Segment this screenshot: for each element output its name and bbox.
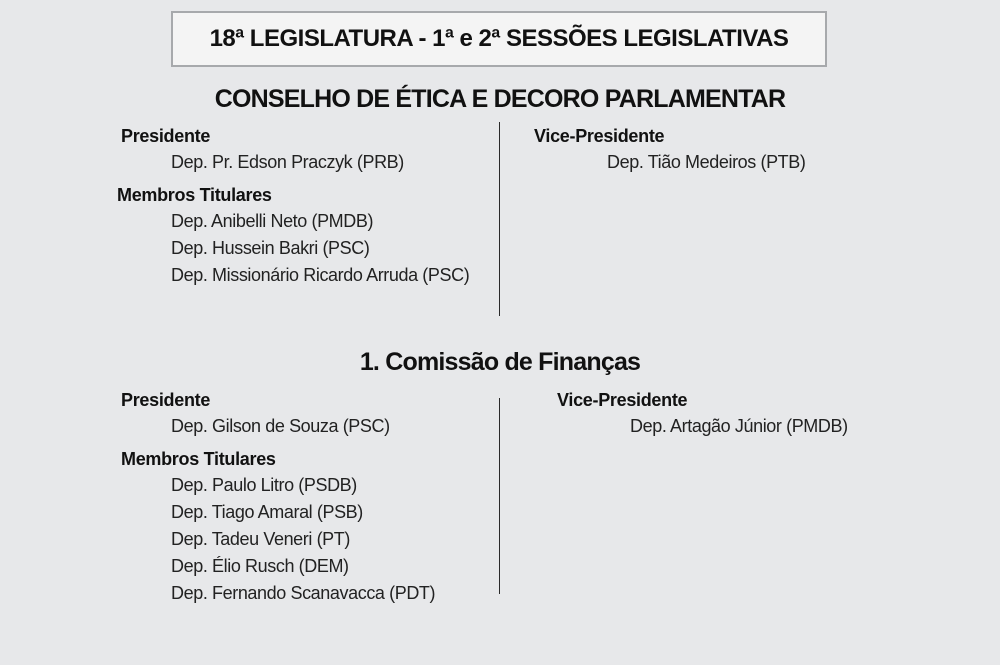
vice-president-label: Vice-Presidente	[534, 126, 665, 146]
vice-president-label: Vice-Presidente	[557, 390, 688, 410]
section-title-comissao-financas: 1. Comissão de Finanças	[359, 348, 641, 376]
member-name: Dep. Fernando Scanavacca (PDT)	[171, 583, 436, 603]
president-name: Dep. Gilson de Souza (PSC)	[171, 416, 390, 436]
member-name: Dep. Tiago Amaral (PSB)	[171, 502, 363, 522]
members-label: Membros Titulares	[121, 449, 276, 469]
president-label: Presidente	[121, 390, 211, 410]
column-divider	[499, 398, 500, 594]
section-title-conselho-etica: CONSELHO DE ÉTICA E DECORO PARLAMENTAR	[214, 85, 786, 113]
member-name: Dep. Missionário Ricardo Arruda (PSC)	[171, 265, 470, 285]
legislature-banner	[171, 11, 827, 67]
president-label: Presidente	[121, 126, 211, 146]
member-name: Dep. Tadeu Veneri (PT)	[171, 529, 350, 549]
vice-president-name: Dep. Tião Medeiros (PTB)	[607, 152, 806, 172]
banner-title: 18ª LEGISLATURA - 1ª e 2ª SESSÕES LEGISLATIVAS	[209, 25, 789, 52]
member-name: Dep. Anibelli Neto (PMDB)	[171, 211, 374, 231]
member-name: Dep. Hussein Bakri (PSC)	[171, 238, 370, 258]
members-label: Membros Titulares	[117, 185, 272, 205]
column-divider	[499, 122, 500, 316]
president-name: Dep. Pr. Edson Praczyk (PRB)	[171, 152, 404, 172]
member-name: Dep. Paulo Litro (PSDB)	[171, 475, 357, 495]
vice-president-name: Dep. Artagão Júnior (PMDB)	[630, 416, 848, 436]
member-name: Dep. Élio Rusch (DEM)	[171, 556, 349, 576]
